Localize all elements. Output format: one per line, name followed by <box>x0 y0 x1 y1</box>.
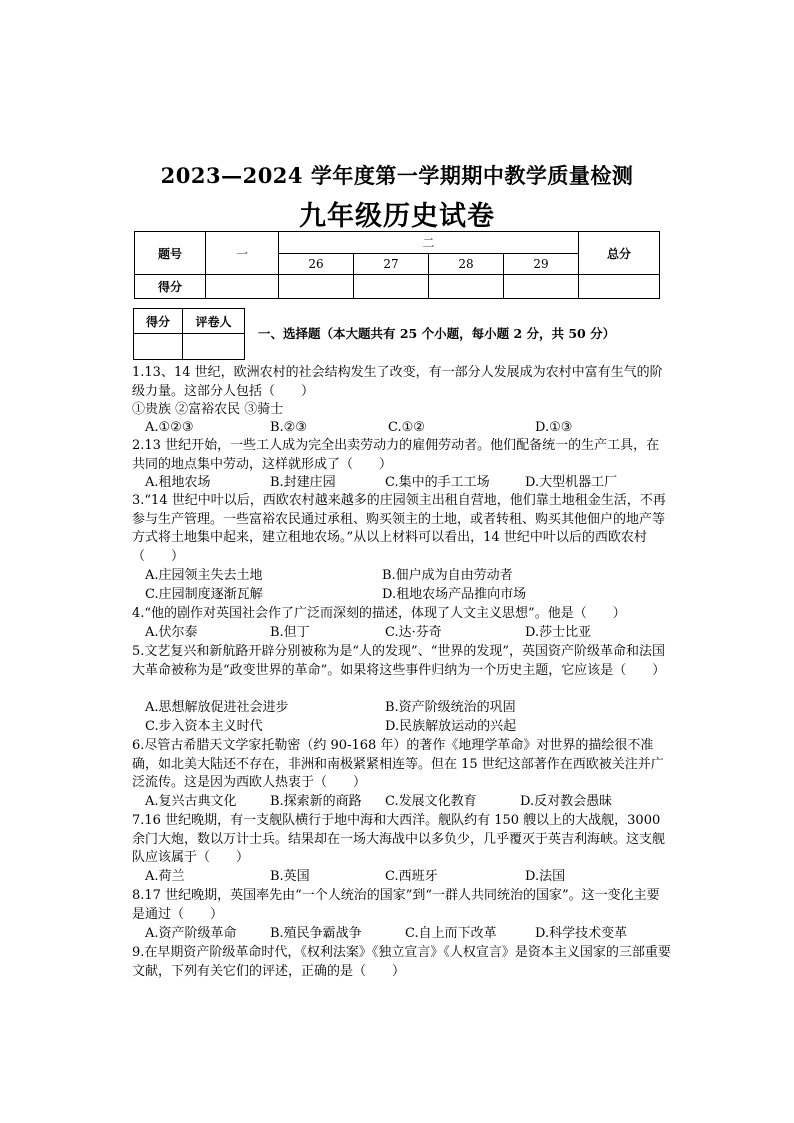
option: D.大型机器工厂 <box>525 475 618 490</box>
exam-title: 2023—2024 学年度第一学期期中教学质量检测 <box>160 163 634 188</box>
option: A.①②③ <box>145 420 194 435</box>
score-table-q29: 29 <box>504 254 579 275</box>
score-cell <box>354 275 429 299</box>
option: D.法国 <box>525 869 566 884</box>
question-3-options-row2 <box>0 586 794 604</box>
option: C.自上而下改革 <box>405 926 497 941</box>
option: B.英国 <box>270 869 310 884</box>
score-table-score-label: 得分 <box>135 275 206 299</box>
option: B.资产阶级统治的巩固 <box>385 700 516 715</box>
option: C.①② <box>388 420 425 435</box>
score-table-total-header: 总分 <box>579 232 660 275</box>
option: A.庄园领主失去土地 <box>145 568 263 583</box>
option: B.封建庄园 <box>270 475 336 490</box>
option: B.但丁 <box>270 625 310 640</box>
question-6-stem: 6.尽管古希腊天文学家托勒密（约 90-168 年）的著作《地理学革命》对世界的描绘很不准确，如北美大陆还不存在，非洲和南极紧紧相连等。但在 15 世纪这部著作在西欧被关注并广泛流传。这是因为西欧人热衷于（ ） <box>132 738 664 791</box>
grader-score-label: 得分 <box>134 309 183 334</box>
option: B.殖民争霸战争 <box>270 926 362 941</box>
grader-name-label: 评卷人 <box>183 309 245 334</box>
question-6-options <box>0 793 794 811</box>
option: C.步入资本主义时代 <box>145 719 263 734</box>
option: A.租地农场 <box>145 475 211 490</box>
option: C.西班牙 <box>385 869 438 884</box>
question-8-options <box>0 925 794 943</box>
option: D.民族解放运动的兴起 <box>385 719 517 734</box>
question-5-options-row1 <box>0 699 794 717</box>
option: A.资产阶级革命 <box>145 926 237 941</box>
score-table-q28: 28 <box>429 254 504 275</box>
score-table-question-header: 题号 <box>135 232 206 275</box>
question-3-stem: 3.“14 世纪中叶以后，西欧农村越来越多的庄园领主出租自营地，他们靠土地租金生活，不再参与生产管理。一些富裕农民通过承租、购买领主的土地，或者转租、购买其他佃户的地产等方式将土地集中起来，建立租地农场。”从以上材料可以看出，14 世纪中叶以后的西欧农村（ ） <box>132 493 666 564</box>
score-table-q27: 27 <box>354 254 429 275</box>
score-table-q26: 26 <box>279 254 354 275</box>
question-4-stem: 4.“他的剧作对英国社会作了广泛而深刻的描述，体现了人文主义思想”。他是（ ） <box>132 606 626 621</box>
option: C.集中的手工工场 <box>385 475 490 490</box>
question-2-options <box>0 474 794 492</box>
option: D.莎士比亚 <box>525 625 592 640</box>
exam-subtitle: 九年级历史试卷 <box>299 201 495 232</box>
score-cell <box>504 275 579 299</box>
option: D.反对教会愚昧 <box>520 794 613 809</box>
option: D.科学技术变革 <box>535 926 628 941</box>
option: A.荷兰 <box>145 869 185 884</box>
question-4-options <box>0 624 794 642</box>
exam-page: 2023—2024 学年度第一学期期中教学质量检测 九年级历史试卷 题号 一 二 总分 26 27 28 29 得分 得分 评卷人 一、选择题（本大题共有 25 个小题，每小题 2 分，共 50 分） 1.13、14 世纪，欧洲农村的社会结构发生了改变，有一部分人发展成为农村中富有生气的阶级力量。这部分人包括（ ） ①贵族 ②富裕农民 ③骑士 A.①②③ B.②③ C.①② D.①③ 2.13 世纪开始，一些工人成为完全出卖劳动力的雇佣劳动者。他们配备统一的生产工具，在共同的地点集中劳动，这样就形成了（ ） A.租地农场 B.封建庄园 C.集中的手工工场 D.大型机器工厂 3.“14 世纪中叶以后，西欧农村越来越多的庄园领主出租自营地，他们靠土地租金生活，不再参与生产管理。一些富裕农民通过承租、购买领主的土地，或者转租、购买其他佃户的地产等方式将土地集中起来，建立租地农场。”从以上材料可以看出，14 世纪中叶以后的西欧农村（ ） A.庄园领主失去土地 B.佃户成为自由劳动者 C.庄园制度逐渐瓦解 D.租地农场产品推向市场 4.“他的剧作对英国社会作了广泛而深刻的描述，体现了人文主义思想”。他是（ ） A.伏尔泰 B.但丁 C.达·芬奇 D.莎士比亚 5.文艺复兴和新航路开辟分别被称为是“人的发现”、“世界的发现”，英国资产阶级革命和法国大革命被称为是“政变世界的革命”。如果将这些事件归纳为一个历史主题，它应该是（ ） A.思想解放促进社会进步 B.资产阶级统治的巩固 C.步入资本主义时代 D.民族解放运动的兴起 6.尽管古希腊天文学家托勒密（约 90-168 年）的著作《地理学革命》对世界的描绘很不准确，如北美大陆还不存在，非洲和南极紧紧相连等。但在 15 世纪这部著作在西欧被关注并广泛流传。这是因为西欧人热衷于（ ） A.复兴古典文化 B.探索新的商路 C.发展文化教育 D.反对教会愚昧 7.16 世纪晚期，有一支舰队横行于地中海和大西洋。舰队约有 150 艘以上的大战舰，3000 余门大炮，数以万计士兵。结果却在一场大海战中以多负少，几乎覆灭于英吉利海峡。这支舰队应该属于（ ） A.荷兰 B.英国 C.西班牙 D.法国 8.17 世纪晚期，英国率先由“一个人统治的国家”到“一群人共同统治的国家”。这一变化主要是通过（ ） A.资产阶级革命 B.殖民争霸战争 C.自上而下改革 D.科学技术变革 9.在早期资产阶级革命时代，《权利法案》《独立宣言》《人权宣言》是资本主义国家的三部重要文献，下列有关它们的评述，正确的是（ ） <box>0 0 794 1123</box>
grader-score-cell <box>134 334 183 360</box>
option: D.①③ <box>535 420 573 435</box>
score-table-part-one: 一 <box>206 232 279 275</box>
option: B.探索新的商路 <box>270 794 362 809</box>
score-cell <box>429 275 504 299</box>
option: C.发展文化教育 <box>385 794 477 809</box>
score-table <box>134 231 660 299</box>
score-cell <box>579 275 660 299</box>
option: A.伏尔泰 <box>145 625 198 640</box>
question-9-stem: 9.在早期资产阶级革命时代，《权利法案》《独立宣言》《人权宣言》是资本主义国家的三部重要文献，下列有关它们的评述，正确的是（ ） <box>132 945 671 979</box>
score-cell <box>206 275 279 299</box>
grader-box <box>133 308 245 360</box>
option: C.达·芬奇 <box>385 625 442 640</box>
option: D.租地农场产品推向市场 <box>382 587 527 602</box>
option: A.思想解放促进社会进步 <box>145 700 289 715</box>
score-cell <box>279 275 354 299</box>
question-1-stem: 1.13、14 世纪，欧洲农村的社会结构发生了改变，有一部分人发展成为农村中富有生气的阶级力量。这部分人包括（ ） <box>132 365 663 399</box>
grader-name-cell <box>183 334 245 360</box>
question-3-options-row1 <box>0 567 794 585</box>
score-table-part-two: 二 <box>279 232 579 254</box>
question-7-stem: 7.16 世纪晚期，有一支舰队横行于地中海和大西洋。舰队约有 150 艘以上的大战舰，3000 余门大炮，数以万计士兵。结果却在一场大海战中以多负少，几乎覆灭于英吉利海峡。这支舰队应该属于（ ） <box>132 813 666 866</box>
option: A.复兴古典文化 <box>145 794 237 809</box>
question-5-options-row2 <box>0 718 794 736</box>
question-8-stem: 8.17 世纪晚期，英国率先由“一个人统治的国家”到“一群人共同统治的国家”。这一变化主要是通过（ ） <box>132 888 660 922</box>
question-2-stem: 2.13 世纪开始，一些工人成为完全出卖劳动力的雇佣劳动者。他们配备统一的生产工具，在共同的地点集中劳动，这样就形成了（ ） <box>132 438 660 472</box>
question-1-options <box>0 419 794 437</box>
section-heading: 一、选择题（本大题共有 25 个小题，每小题 2 分，共 50 分） <box>258 326 616 341</box>
option: C.庄园制度逐渐瓦解 <box>145 587 263 602</box>
question-5-stem: 5.文艺复兴和新航路开辟分别被称为是“人的发现”、“世界的发现”，英国资产阶级革命和法国大革命被称为是“政变世界的革命”。如果将这些事件归纳为一个历史主题，它应该是（ ） <box>132 644 666 678</box>
question-7-options <box>0 868 794 886</box>
option: B.②③ <box>270 420 307 435</box>
option: B.佃户成为自由劳动者 <box>382 568 513 583</box>
